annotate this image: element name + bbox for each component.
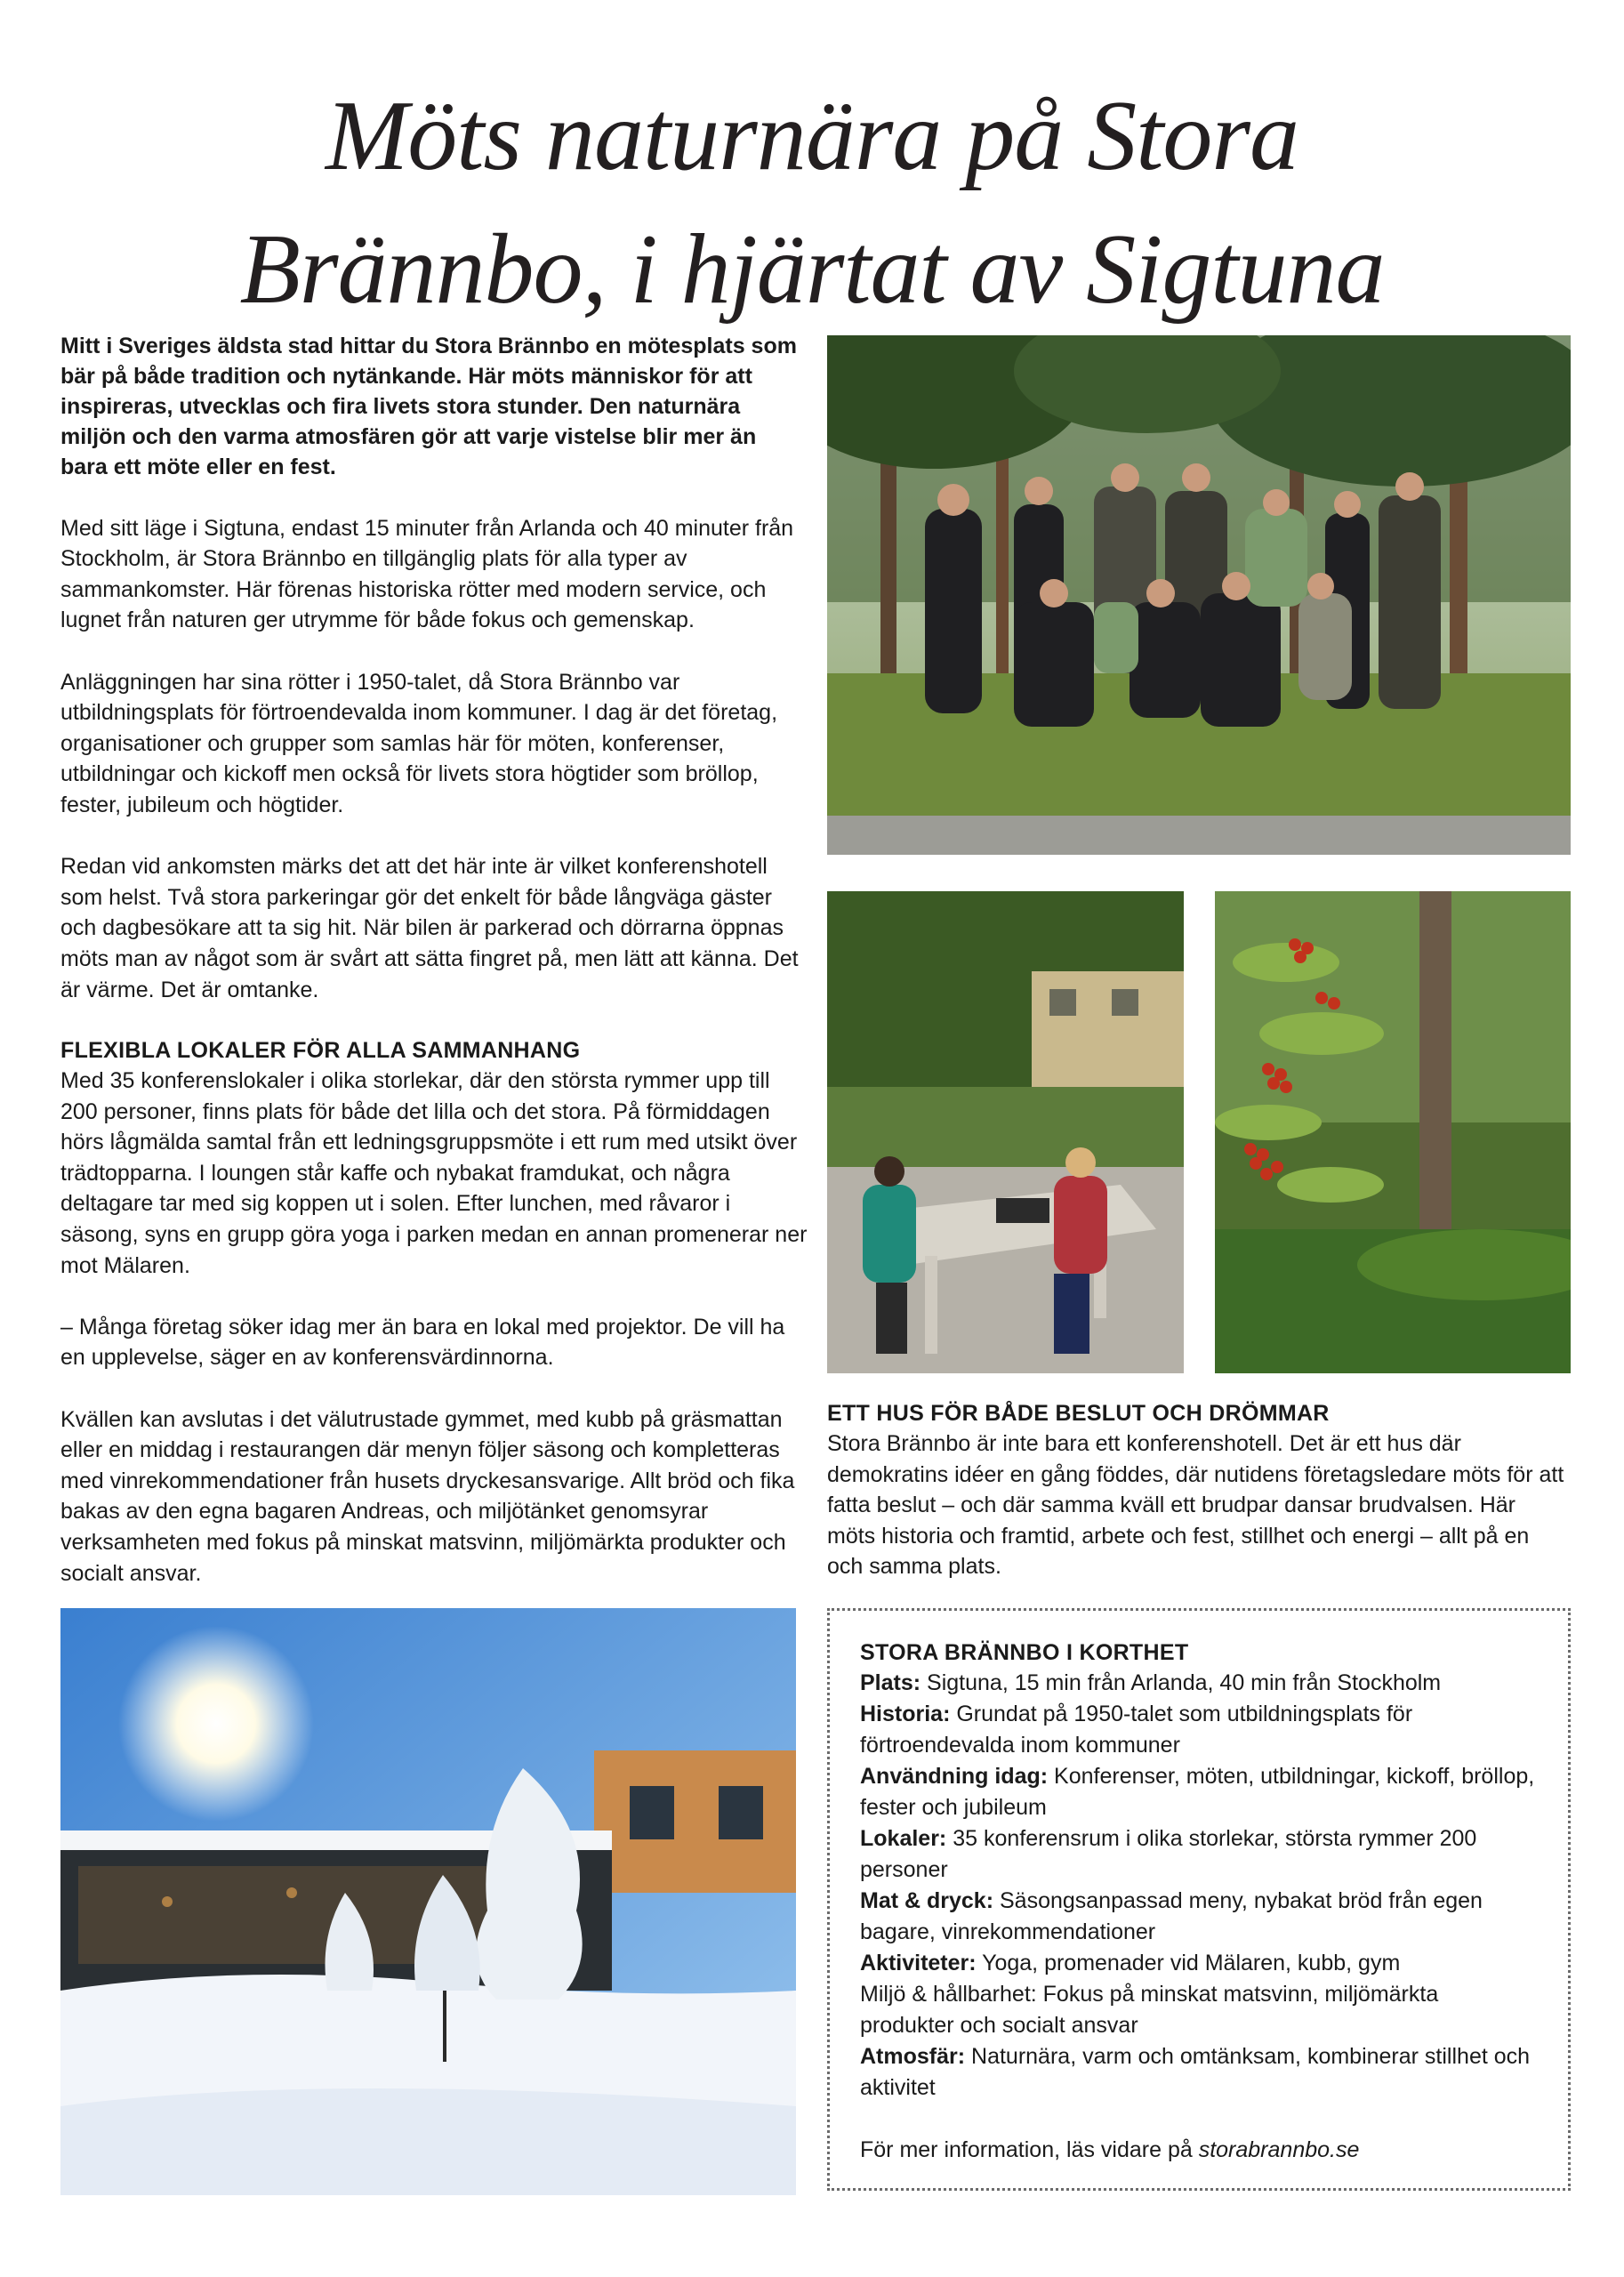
fact-item-text: Säsongsanpassad meny, nybakat bröd från egen bagare, vinrekommendationer	[860, 1888, 1483, 1944]
fact-item	[860, 1979, 1538, 2041]
fact-box	[827, 1608, 1571, 2191]
fact-item-text: Miljö & hållbarhet: Fokus på minskat matsvinn, miljömärkta produkter och socialt ansvar	[860, 1982, 1439, 2038]
fact-item-label: Historia:	[860, 1702, 951, 1726]
more-info-text: För mer information, läs vidare på	[860, 2137, 1199, 2162]
fact-item-text: Grundat på 1950-talet som utbildningsplats för förtroendevalda inom kommuner	[860, 1702, 1413, 1758]
fact-item	[860, 1823, 1538, 1886]
quote-paragraph: – Många företag söker idag mer än bara en lokal med projektor. De vill ha en upplevelse, säger en av konferensvärdinnorna.	[60, 1314, 785, 1371]
body-paragraph-3: Redan vid ankomsten märks det att det här inte är vilket konferenshotell som helst. Två stora parkeringar gör det enkelt för både långväga gäster och dagbesökare att ta sig hit. När bilen är parkerad och dörrarna öppnas möts man av något som är svårt att sätta fingret på, men lätt att känna. Det är värme. Det är omtanke.	[60, 854, 799, 1002]
website-link[interactable]: storabrannbo.se	[1198, 2137, 1360, 2162]
fact-item	[860, 1761, 1538, 1823]
fact-item-label: Användning idag:	[860, 1764, 1049, 1789]
staff-group-image	[827, 335, 1571, 855]
staff-group-photo	[827, 335, 1571, 855]
lead-paragraph: Mitt i Sveriges äldsta stad hittar du Stora Brännbo en mötesplats som bär på både tradition och nytänkande. Här möts människor för att inspireras, utvecklas och fira livets stora stunder. Den naturnära miljön och den varma atmosfären gör att varje vistelse blir mer än bara ett möte eller en fest.	[60, 334, 797, 479]
fact-item-text: Sigtuna, 15 min från Arlanda, 40 min från Stockholm	[921, 1670, 1442, 1695]
section-heading-flexibla: FLEXIBLA LOKALER FÖR ALLA SAMMANHANG	[60, 1038, 581, 1064]
fact-item-label: Plats:	[860, 1670, 921, 1695]
fact-box-heading: STORA BRÄNNBO I KORTHET	[860, 1640, 1189, 1665]
fact-item-label: Mat & dryck:	[860, 1888, 994, 1913]
winter-building-photo	[60, 1608, 796, 2195]
title-line-2: Brännbo, i hjärtat av Sigtuna	[239, 214, 1385, 325]
section-heading-ett-hus: ETT HUS FÖR BÅDE BESLUT OCH DRÖMMAR	[827, 1401, 1330, 1426]
fact-item	[860, 1668, 1538, 1699]
fact-item-label: Aktiviteter:	[860, 1951, 977, 1975]
fact-item-text: Konferenser, möten, utbildningar, kickoff, bröllop, fester och jubileum	[860, 1764, 1535, 1820]
title-line-1: Möts naturnära på Stora	[326, 81, 1298, 191]
fact-item-text: 35 konferensrum i olika storlekar, största rymmer 200 personer	[860, 1826, 1477, 1882]
outdoor-meeting-photo	[827, 891, 1184, 1373]
more-info	[860, 2135, 1538, 2166]
fact-item	[860, 2041, 1538, 2104]
page-title	[133, 69, 1491, 336]
body-paragraph-2: Anläggningen har sina rötter i 1950-talet, då Stora Brännbo var utbildningsplats för förtroendevalda inom kommuner. I dag är det företag, organisationer och grupper som samlas här för möten, konferenser, utbildningar och kickoff men också för livets stora högtider som bröllop, fester, jubileum och högtider.	[60, 669, 778, 817]
fact-item-text: Naturnära, varm och omtänksam, kombinerar stillhet och aktivitet	[860, 2044, 1531, 2100]
body-paragraph-6: Kvällen kan avslutas i det välutrustade gymmet, med kubb på gräsmattan eller en middag i restaurangen där menyn följer säsong och kompletteras med vinrekommendationer från husets dryckesansvarige. Allt bröd och fika bakas av den egna bagaren Andreas, och miljötänket genomsyrar verksamheten med fokus på minskat matsvinn, miljömärkta produkter och socialt ansvar.	[60, 1406, 795, 1586]
rowan-berries-image	[1215, 891, 1571, 1373]
fact-item-label: Lokaler:	[860, 1826, 947, 1851]
outdoor-meeting-image	[827, 891, 1184, 1373]
fact-list	[860, 1668, 1538, 2104]
fact-item-label: Atmosfär:	[860, 2044, 966, 2069]
rowan-berries-photo	[1215, 891, 1571, 1373]
fact-item	[860, 1886, 1538, 1948]
body-paragraph-1: Med sitt läge i Sigtuna, endast 15 minuter från Arlanda och 40 minuter från Stockholm, är Stora Brännbo en tillgänglig plats för alla typer av sammankomster. Här förenas historiska rötter med modern service, och lugnet från naturen ger utrymme för både fokus och gemenskap.	[60, 515, 794, 633]
fact-item-text: Yoga, promenader vid Mälaren, kubb, gym	[976, 1951, 1401, 1975]
left-column	[60, 331, 808, 1589]
body-paragraph-4: Med 35 konferenslokaler i olika storlekar, där den största rymmer upp till 200 personer, finns plats för både det lilla och det stora. På förmiddagen hörs lågmälda samtal från ett ledningsgruppsmöte i ett rum med utsikt över trädtopparna. I loungen står kaffe och nybakat framdukat, och några deltagare tar med sig koppen ut i solen. Efter lunchen, med råvaror i säsong, syns en grupp göra yoga i parken medan en annan promenerar ner mot Mälaren.	[60, 1068, 808, 1278]
right-column-text	[827, 1398, 1567, 1582]
fact-item	[860, 1699, 1538, 1761]
fact-item	[860, 1948, 1538, 1979]
winter-building-image	[60, 1608, 796, 2195]
right-paragraph: Stora Brännbo är inte bara ett konferenshotell. Det är ett hus där demokratins idéer en gång föddes, där nutidens företagsledare möts för att fatta beslut – och där samma kväll ett brudpar dansar brudvalsen. Här möts historia och framtid, arbete och fest, stillhet och energi – allt på en och samma plats.	[827, 1431, 1564, 1580]
